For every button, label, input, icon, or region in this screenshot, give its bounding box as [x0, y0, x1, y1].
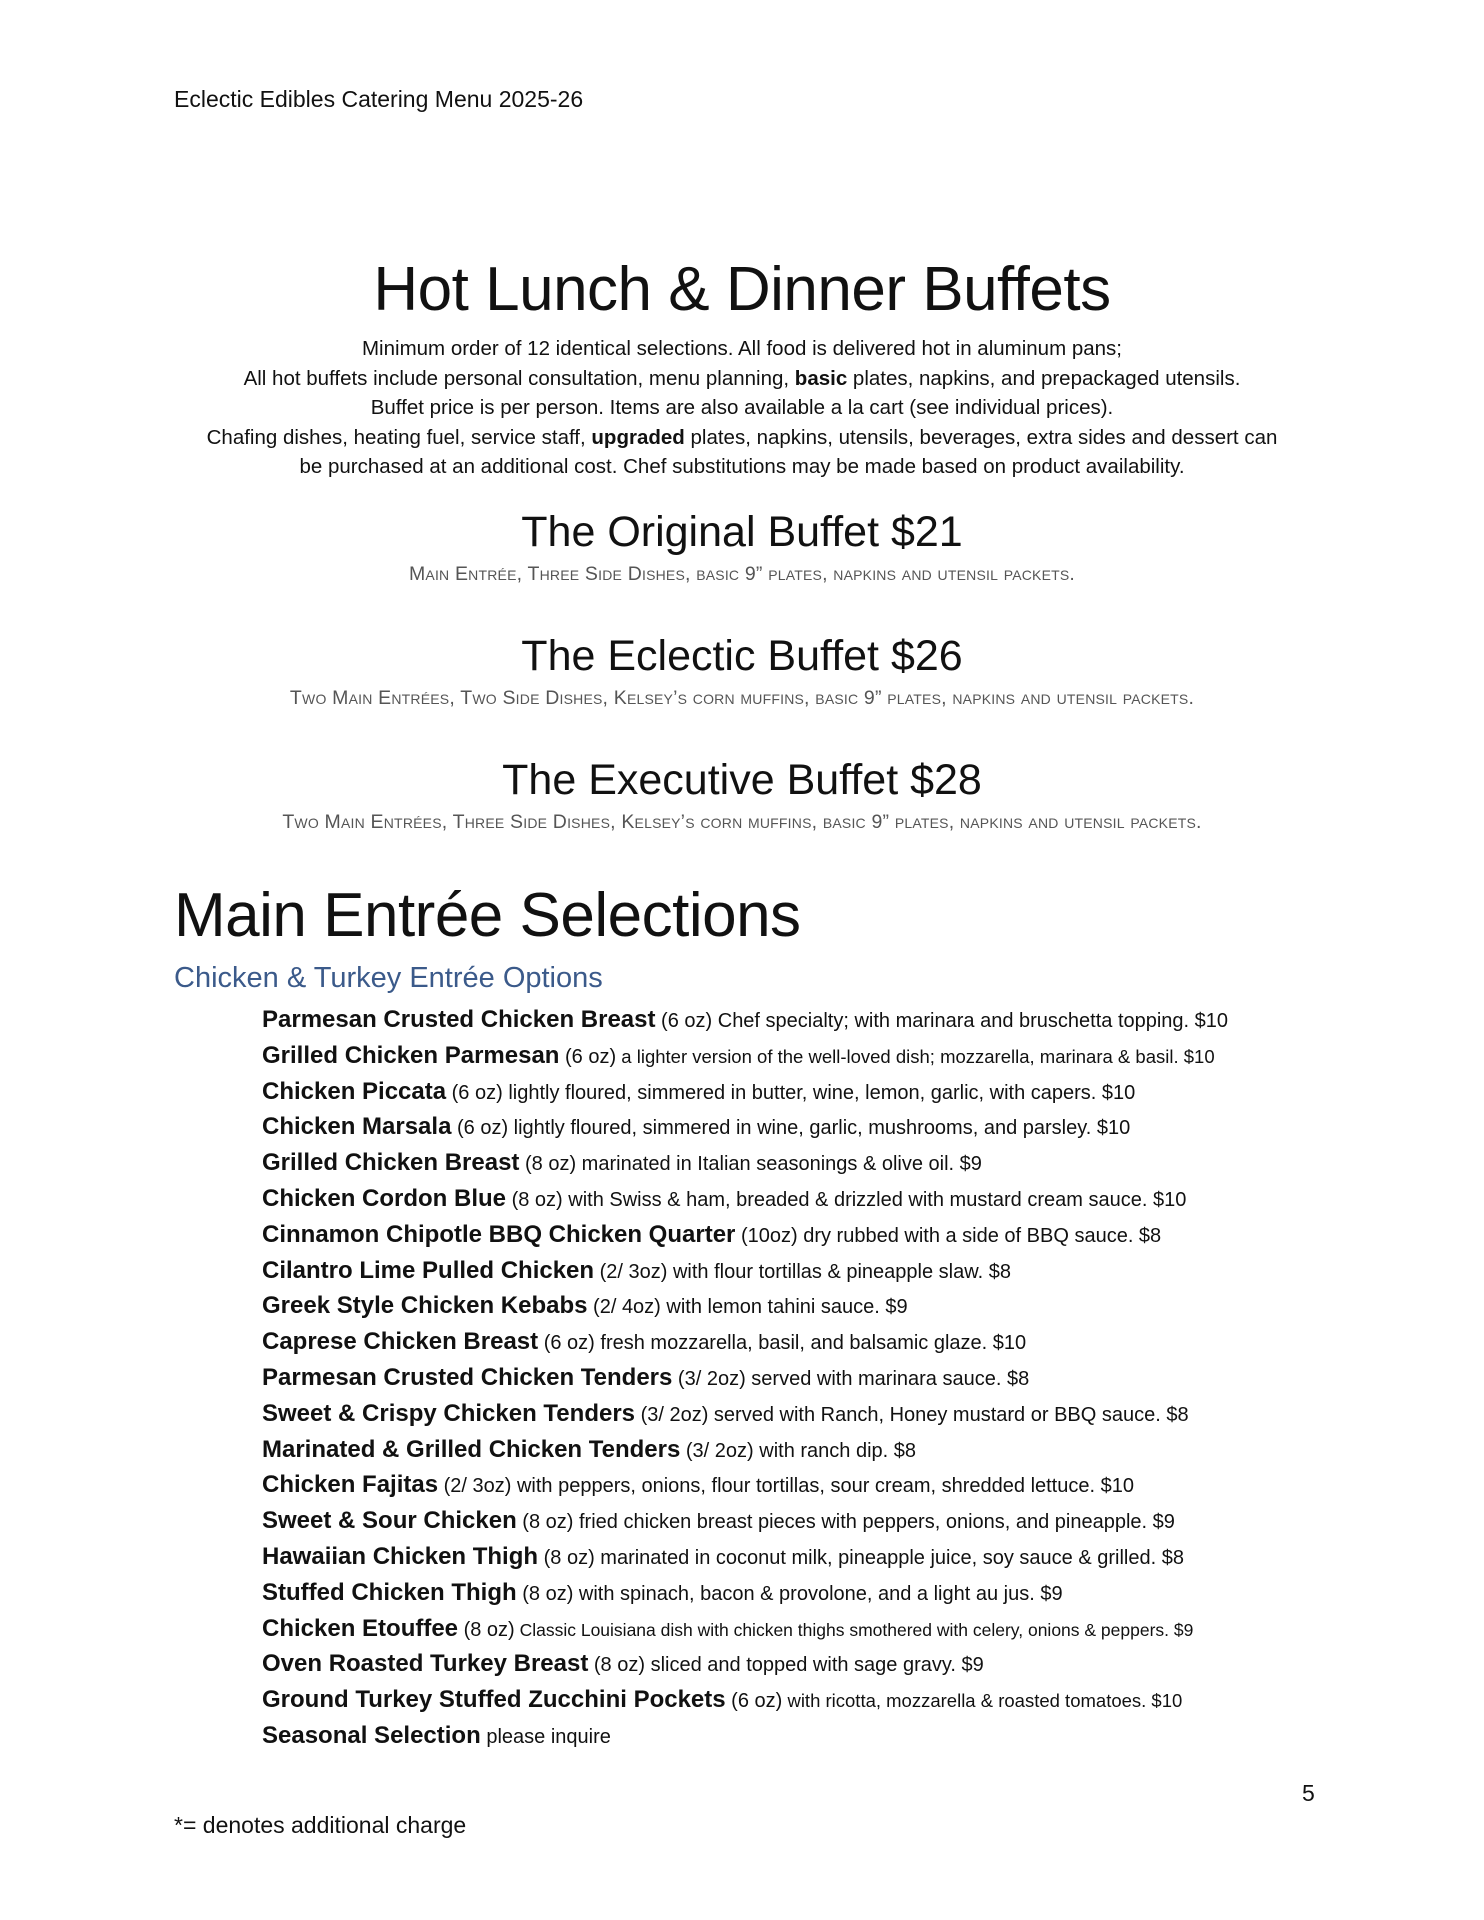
- buffet-eclectic: [150, 632, 1334, 710]
- list-item: [262, 1002, 1362, 1038]
- entree-portion: (6 oz): [451, 1117, 509, 1140]
- list-item: [262, 1575, 1362, 1611]
- list-item: [262, 1467, 1362, 1503]
- entree-portion: (8 oz): [538, 1546, 595, 1569]
- section-title: Main Entrée Selections: [174, 881, 801, 950]
- entree-portion: (3/ 2oz): [635, 1403, 709, 1426]
- list-item: [262, 1324, 1362, 1360]
- entree-portion: (3/ 2oz): [680, 1439, 754, 1462]
- entree-description: a lighter version of the well-loved dish; mozzarella, marinara & basil. $10: [616, 1045, 1215, 1067]
- entree-name: Chicken Cordon Blue: [262, 1184, 507, 1212]
- intro-line4-pre: Chafing dishes, heating fuel, service staff,: [206, 425, 592, 449]
- entree-description: served with marinara sauce. $8: [745, 1367, 1030, 1390]
- entree-description: lightly floured, simmered in butter, wine, lemon, garlic, with capers. $10: [502, 1081, 1136, 1104]
- buffet-title: The Eclectic Buffet $26: [521, 632, 963, 680]
- entree-name: Chicken Etouffee: [262, 1614, 459, 1642]
- entree-list: [262, 1002, 1362, 1754]
- entree-portion: (6 oz): [655, 1010, 713, 1032]
- list-item: [262, 1718, 1362, 1754]
- intro-line: [150, 364, 1334, 394]
- list-item: [262, 1217, 1362, 1253]
- buffet-executive: [150, 756, 1334, 834]
- entree-name: Grilled Chicken Parmesan: [262, 1041, 560, 1069]
- entree-portion: (6 oz): [559, 1045, 617, 1068]
- entree-portion: (6 oz): [538, 1332, 595, 1355]
- buffet-original: [150, 508, 1334, 586]
- list-item: [262, 1646, 1362, 1682]
- entree-portion: (8 oz): [519, 1153, 577, 1176]
- entree-portion: (8 oz): [588, 1654, 646, 1677]
- entree-name: Chicken Piccata: [262, 1077, 447, 1105]
- intro-line1: Minimum order of 12 identical selections. All food is delivered hot in aluminum pans;: [361, 337, 1123, 360]
- entree-description: with ricotta, mozzarella & roasted tomatoes. $10: [782, 1690, 1183, 1712]
- footnote: *= denotes additional charge: [174, 1812, 467, 1838]
- entree-description: with lemon tahini sauce. $9: [660, 1296, 908, 1319]
- list-item: [262, 1682, 1362, 1718]
- entree-portion: (2/ 4oz): [587, 1296, 661, 1319]
- entree-name: Chicken Marsala: [262, 1113, 452, 1141]
- entree-description: lightly floured, simmered in wine, garlic, mushrooms, and parsley. $10: [508, 1117, 1131, 1140]
- buffet-title: The Executive Buffet $28: [502, 756, 982, 804]
- entree-portion: (8 oz): [506, 1188, 563, 1211]
- entree-name: Stuffed Chicken Thigh: [262, 1578, 517, 1606]
- intro-line4-post: plates, napkins, utensils, beverages, extra sides and dessert can: [684, 425, 1278, 449]
- list-item: [262, 1539, 1362, 1575]
- intro-line3: Buffet price is per person. Items are also available a la cart (see individual prices).: [370, 396, 1114, 419]
- entree-name: Parmesan Crusted Chicken Breast: [262, 1006, 656, 1033]
- entree-name: Ground Turkey Stuffed Zucchini Pockets: [262, 1686, 726, 1714]
- entree-name: Parmesan Crusted Chicken Tenders: [262, 1363, 673, 1391]
- entree-name: Sweet & Crispy Chicken Tenders: [262, 1399, 636, 1427]
- entree-name: Caprese Chicken Breast: [262, 1328, 539, 1356]
- entree-description: marinated in coconut milk, pineapple juice, soy sauce & grilled. $8: [594, 1546, 1184, 1569]
- entree-description: fresh mozzarella, basil, and balsamic glaze. $10: [594, 1332, 1027, 1355]
- entree-description: with spinach, bacon & provolone, and a light au jus. $9: [573, 1582, 1063, 1605]
- list-item: [262, 1432, 1362, 1468]
- list-item: [262, 1611, 1362, 1647]
- entree-description: with Swiss & ham, breaded & drizzled with mustard cream sauce. $10: [562, 1188, 1187, 1211]
- entree-description: with flour tortillas & pineapple slaw. $8: [667, 1260, 1011, 1283]
- entree-description: Chef specialty; with marinara and bruschetta topping. $10: [712, 1010, 1229, 1032]
- intro-line: [150, 452, 1334, 482]
- entree-description: dry rubbed with a side of BBQ sauce. $8: [797, 1224, 1162, 1247]
- intro-line5: be purchased at an additional cost. Chef substitutions may be made based on product availability.: [299, 455, 1185, 478]
- list-item: [262, 1288, 1362, 1324]
- entree-portion: (6 oz): [446, 1081, 503, 1104]
- page-number: 5: [1302, 1780, 1315, 1806]
- entree-name: Sweet & Sour Chicken: [262, 1507, 517, 1535]
- list-item: [262, 1503, 1362, 1539]
- entree-portion: (2/ 3oz): [438, 1475, 512, 1498]
- entree-portion: (8 oz): [458, 1618, 515, 1641]
- intro-text: [150, 334, 1334, 482]
- entree-name: Seasonal Selection: [262, 1721, 481, 1749]
- entree-portion: (10oz): [735, 1224, 798, 1247]
- list-item: [262, 1253, 1362, 1289]
- entree-name: Cinnamon Chipotle BBQ Chicken Quarter: [262, 1220, 736, 1248]
- entree-portion: (8 oz): [516, 1511, 574, 1534]
- intro-line: [150, 423, 1334, 453]
- entree-name: Marinated & Grilled Chicken Tenders: [262, 1435, 681, 1463]
- entree-name: Grilled Chicken Breast: [262, 1149, 520, 1177]
- list-item: [262, 1145, 1362, 1181]
- page-title: Hot Lunch & Dinner Buffets: [373, 255, 1111, 324]
- subsection-title: Chicken & Turkey Entrée Options: [174, 962, 603, 994]
- buffet-description: Two Main Entrées, Two Side Dishes, Kelsey’s corn muffins, basic 9” plates, napkins and utensil packets.: [289, 687, 1195, 709]
- entree-name: Chicken Fajitas: [262, 1471, 439, 1499]
- page-header: Eclectic Edibles Catering Menu 2025-26: [174, 86, 584, 112]
- entree-description: sliced and topped with sage gravy. $9: [645, 1654, 984, 1677]
- entree-description: fried chicken breast pieces with peppers, onions, and pineapple. $9: [573, 1511, 1175, 1534]
- buffet-description: Main Entrée, Three Side Dishes, basic 9” plates, napkins and utensil packets.: [408, 563, 1076, 585]
- entree-description: marinated in Italian seasonings & olive oil. $9: [576, 1153, 982, 1176]
- buffet-description: Two Main Entrées, Three Side Dishes, Kelsey’s corn muffins, basic 9” plates, napkins and utensil packets.: [282, 811, 1202, 833]
- intro-line: [150, 334, 1334, 364]
- entree-description: Classic Louisiana dish with chicken thighs smothered with celery, onions & peppers. $9: [514, 1619, 1194, 1640]
- entree-portion: (8 oz): [516, 1582, 574, 1605]
- list-item: [262, 1181, 1362, 1217]
- entree-portion: (6 oz): [725, 1690, 783, 1713]
- entree-portion: (3/ 2oz): [672, 1367, 746, 1390]
- entree-name: Hawaiian Chicken Thigh: [262, 1542, 539, 1570]
- entree-description: with ranch dip. $8: [753, 1439, 917, 1462]
- list-item: [262, 1396, 1362, 1432]
- list-item: [262, 1074, 1362, 1110]
- entree-name: Oven Roasted Turkey Breast: [262, 1650, 589, 1678]
- intro-line2-post: plates, napkins, and prepackaged utensils.: [847, 366, 1241, 390]
- entree-description: served with Ranch, Honey mustard or BBQ sauce. $8: [708, 1403, 1189, 1426]
- entree-name: Greek Style Chicken Kebabs: [262, 1292, 588, 1320]
- buffet-title: The Original Buffet $21: [521, 508, 963, 556]
- intro-basic-emphasis: basic: [794, 366, 848, 390]
- list-item: [262, 1109, 1362, 1145]
- intro-line: [150, 393, 1334, 423]
- list-item: [262, 1038, 1362, 1074]
- list-item: [262, 1360, 1362, 1396]
- intro-line2-pre: All hot buffets include personal consultation, menu planning,: [243, 366, 795, 390]
- entree-description: please inquire: [480, 1725, 611, 1748]
- entree-portion: (2/ 3oz): [594, 1260, 668, 1283]
- entree-name: Cilantro Lime Pulled Chicken: [262, 1256, 595, 1284]
- entree-description: with peppers, onions, flour tortillas, sour cream, shredded lettuce. $10: [511, 1475, 1134, 1498]
- intro-upgraded-emphasis: upgraded: [591, 425, 685, 449]
